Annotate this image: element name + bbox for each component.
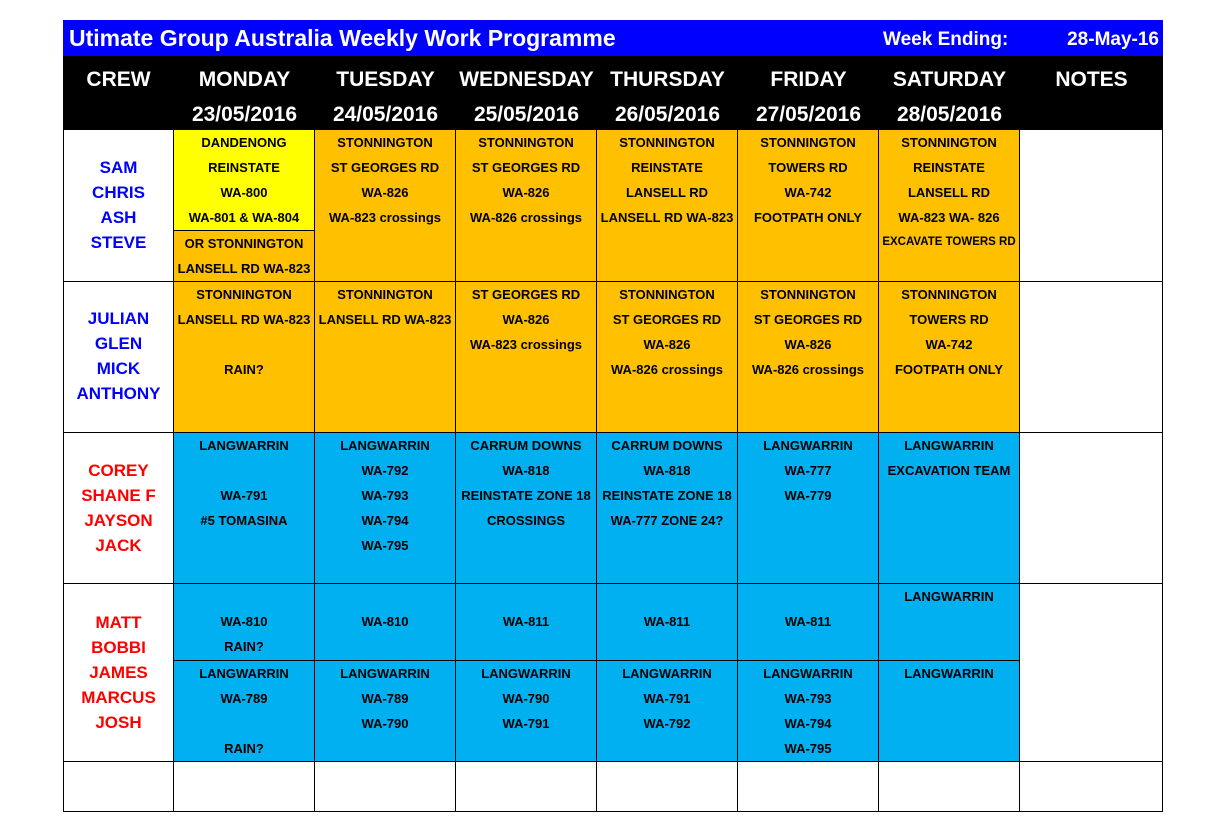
schedule-cell-c2-mon xyxy=(174,282,315,433)
task-line: CARRUM DOWNS xyxy=(611,438,723,453)
task-line: WA-818 xyxy=(502,463,550,478)
task-line: LANGWARRIN xyxy=(481,666,571,681)
task-line: WA-826 xyxy=(643,337,691,352)
task-line: WA-793 xyxy=(361,488,409,503)
day-header-monday xyxy=(174,56,315,130)
crew-member: JAMES xyxy=(89,663,148,682)
crew-cell-empty xyxy=(63,762,174,812)
schedule-cell-c4a-sat xyxy=(879,584,1020,661)
task-line: WA-811 xyxy=(502,614,550,629)
task-line xyxy=(597,584,737,609)
crew-member: BOBBI xyxy=(91,638,146,657)
schedule-cell-c3-tue xyxy=(315,433,456,584)
schedule-cell-c2-wed xyxy=(456,282,597,433)
task-line: STONNINGTON xyxy=(337,287,433,302)
crew-member: SHANE F xyxy=(81,486,156,505)
task-line: WA-794 xyxy=(361,513,409,528)
task-line: LANGWARRIN xyxy=(904,589,994,604)
task-line: WA-794 xyxy=(784,716,832,731)
task-line: CROSSINGS xyxy=(486,513,565,528)
crew-cell-1 xyxy=(63,130,174,282)
crew-cell-2 xyxy=(63,282,174,433)
schedule-cell-c4b-sat xyxy=(879,661,1020,762)
notes-cell-2[interactable] xyxy=(1020,282,1163,433)
empty-cell[interactable] xyxy=(456,762,597,812)
task-line: TOWERS RD xyxy=(768,160,848,175)
task-line: WA-792 xyxy=(643,716,691,731)
task-line: LANSELL RD xyxy=(625,185,709,200)
task-line: WA-789 xyxy=(220,691,268,706)
task-line xyxy=(174,332,314,357)
schedule-cell-c3-sat xyxy=(879,433,1020,584)
schedule-cell-c1-sat xyxy=(879,130,1020,282)
day-name: FRIDAY xyxy=(770,68,847,91)
crew-member: MATT xyxy=(95,613,142,632)
day-date: 28/05/2016 xyxy=(896,103,1003,126)
task-line: WA-801 & WA-804 xyxy=(188,210,300,225)
schedule-cell-c3-mon xyxy=(174,433,315,584)
day-date: 26/05/2016 xyxy=(614,103,721,126)
task-line: WA-826 xyxy=(502,185,550,200)
empty-cell[interactable] xyxy=(879,762,1020,812)
day-name: THURSDAY xyxy=(610,68,725,91)
notes-cell-3[interactable] xyxy=(1020,433,1163,584)
crew-member: MICK xyxy=(96,359,141,378)
schedule-cell-c3-fri xyxy=(738,433,879,584)
crew-member: COREY xyxy=(88,461,149,480)
task-line xyxy=(174,711,314,736)
task-line: WA-818 xyxy=(643,463,691,478)
task-line: LANSELL RD WA-823 xyxy=(177,312,311,327)
task-line: EXCAVATION TEAM xyxy=(887,463,1011,478)
task-line: WA-826 crossings xyxy=(470,210,582,225)
task-line: LANSELL RD WA-823 xyxy=(600,210,734,225)
task-line: WA-790 xyxy=(361,716,409,731)
schedule-cell-c4a-thu xyxy=(597,584,738,661)
schedule-cell-c2-sat xyxy=(879,282,1020,433)
task-line: STONNINGTON xyxy=(478,135,574,150)
title-bar xyxy=(63,20,1163,56)
schedule-cell-c4b-thu xyxy=(597,661,738,762)
day-date: 27/05/2016 xyxy=(755,103,862,126)
task-line: LANGWARRIN xyxy=(904,438,994,453)
empty-cell[interactable] xyxy=(174,762,315,812)
task-line: STONNINGTON xyxy=(901,135,997,150)
task-line: EXCAVATE TOWERS RD xyxy=(882,236,1016,248)
task-line: RAIN? xyxy=(224,741,264,756)
task-line: WA-810 xyxy=(220,614,268,629)
task-line: LANGWARRIN xyxy=(340,666,430,681)
task-line: LANGWARRIN xyxy=(904,666,994,681)
task-line: LANSELL RD xyxy=(907,185,991,200)
task-line: REINSTATE ZONE 18 xyxy=(602,488,732,503)
task-line: WA-793 xyxy=(784,691,832,706)
crew-member: STEVE xyxy=(90,233,147,252)
task-line: ST GEORGES RD xyxy=(612,312,722,327)
task-line: REINSTATE xyxy=(208,160,280,175)
task-line: WA-826 xyxy=(502,312,550,327)
work-programme-sheet xyxy=(63,20,1163,812)
schedule-cell-c1-fri xyxy=(738,130,879,282)
crew-header: CREW xyxy=(86,68,151,91)
crew-member: CHRIS xyxy=(92,183,145,202)
task-line: STONNINGTON xyxy=(337,135,433,150)
header-row xyxy=(63,56,1163,130)
crew-cell-4 xyxy=(63,584,174,762)
task-line: WA-795 xyxy=(784,741,832,756)
schedule-cell-c4a-mon xyxy=(174,584,315,661)
task-line: WA-742 xyxy=(925,337,973,352)
task-line: LANGWARRIN xyxy=(199,666,289,681)
task-line: WA-742 xyxy=(784,185,832,200)
task-line xyxy=(315,584,455,609)
week-ending-label: Week Ending: xyxy=(883,29,1009,50)
task-line: WA-779 xyxy=(784,488,832,503)
schedule-cell-c3-wed xyxy=(456,433,597,584)
schedule-cell-c4a-fri xyxy=(738,584,879,661)
empty-cell[interactable] xyxy=(315,762,456,812)
schedule-cell-c1-thu xyxy=(597,130,738,282)
task-line: FOOTPATH ONLY xyxy=(753,210,863,225)
task-line: OR STONNINGTON xyxy=(184,236,304,251)
day-header-friday xyxy=(738,56,879,130)
task-line: ST GEORGES RD xyxy=(471,287,581,302)
day-header-tuesday xyxy=(315,56,456,130)
task-line: WA-789 xyxy=(361,691,409,706)
crew-member: SAM xyxy=(99,158,138,177)
task-line: STONNINGTON xyxy=(760,287,856,302)
schedule-cell-c4a-wed xyxy=(456,584,597,661)
task-line xyxy=(456,584,596,609)
task-line: WA-790 xyxy=(502,691,550,706)
task-line: LANGWARRIN xyxy=(199,438,289,453)
day-header-saturday xyxy=(879,56,1020,130)
task-line: LANGWARRIN xyxy=(622,666,712,681)
task-line: WA-823 WA- 826 xyxy=(898,210,1000,225)
task-line: ST GEORGES RD xyxy=(330,160,440,175)
day-name: MONDAY xyxy=(198,68,291,91)
notes-cell-5[interactable] xyxy=(1020,762,1163,812)
schedule-cell-c4b-wed xyxy=(456,661,597,762)
day-date: 24/05/2016 xyxy=(332,103,439,126)
day-name: WEDNESDAY xyxy=(459,68,594,91)
page-title: Utimate Group Australia Weekly Work Programme xyxy=(69,25,616,51)
day-name: SATURDAY xyxy=(892,68,1007,91)
task-line: REINSTATE xyxy=(913,160,985,175)
schedule-cell-c2-thu xyxy=(597,282,738,433)
crew-member: JULIAN xyxy=(87,309,150,328)
task-line xyxy=(174,584,314,609)
task-line: STONNINGTON xyxy=(760,135,856,150)
task-line: WA-823 crossings xyxy=(470,337,582,352)
crew-cell-3 xyxy=(63,433,174,584)
task-line: WA-826 xyxy=(784,337,832,352)
task-line: TOWERS RD xyxy=(909,312,989,327)
task-line: #5 TOMASINA xyxy=(200,513,288,528)
task-line: LANGWARRIN xyxy=(763,666,853,681)
task-line: RAIN? xyxy=(224,362,264,377)
task-line: RAIN? xyxy=(224,639,264,654)
task-line: STONNINGTON xyxy=(619,287,715,302)
empty-cell[interactable] xyxy=(597,762,738,812)
day-name: TUESDAY xyxy=(336,68,435,91)
crew-member: ASH xyxy=(100,208,137,227)
schedule-cell-c2-tue xyxy=(315,282,456,433)
task-line: LANGWARRIN xyxy=(340,438,430,453)
task-line: LANSELL RD WA-823 xyxy=(177,261,311,276)
task-line: LANSELL RD WA-823 xyxy=(318,312,452,327)
task-line: WA-792 xyxy=(361,463,409,478)
empty-cell[interactable] xyxy=(738,762,879,812)
task-line: ST GEORGES RD xyxy=(471,160,581,175)
task-line: WA-811 xyxy=(643,614,691,629)
task-line: WA-791 xyxy=(643,691,691,706)
task-line: STONNINGTON xyxy=(619,135,715,150)
task-line xyxy=(174,458,314,483)
schedule-cell-c1-wed xyxy=(456,130,597,282)
task-line: CARRUM DOWNS xyxy=(470,438,582,453)
day-date: 23/05/2016 xyxy=(191,103,298,126)
schedule-cell-c4b-tue xyxy=(315,661,456,762)
task-line: WA-791 xyxy=(502,716,550,731)
schedule-cell-c4b-mon xyxy=(174,661,315,762)
schedule-grid xyxy=(63,130,1163,812)
task-line: STONNINGTON xyxy=(901,287,997,302)
crew-member: GLEN xyxy=(94,334,143,353)
day-date: 25/05/2016 xyxy=(473,103,580,126)
task-line: FOOTPATH ONLY xyxy=(894,362,1004,377)
task-line: REINSTATE xyxy=(631,160,703,175)
task-line: WA-777 xyxy=(784,463,832,478)
crew-member: ANTHONY xyxy=(76,384,161,403)
task-line: WA-777 ZONE 24? xyxy=(610,513,724,528)
task-line: WA-826 crossings xyxy=(752,362,864,377)
task-line: WA-826 xyxy=(361,185,409,200)
day-header-wednesday xyxy=(456,56,597,130)
task-line: REINSTATE ZONE 18 xyxy=(461,488,591,503)
task-line: STONNINGTON xyxy=(196,287,292,302)
task-line: WA-826 crossings xyxy=(611,362,723,377)
schedule-cell-c4b-fri xyxy=(738,661,879,762)
task-line: WA-811 xyxy=(784,614,832,629)
schedule-cell-c1-tue xyxy=(315,130,456,282)
notes-cell-4[interactable] xyxy=(1020,584,1163,762)
schedule-cell-c2-fri xyxy=(738,282,879,433)
notes-cell-1[interactable] xyxy=(1020,130,1163,282)
schedule-cell-c1-mon-b xyxy=(174,231,315,282)
task-line: WA-810 xyxy=(361,614,409,629)
schedule-cell-c1-mon-a xyxy=(174,130,315,231)
task-line: LANGWARRIN xyxy=(763,438,853,453)
schedule-cell-c3-thu xyxy=(597,433,738,584)
task-line: WA-795 xyxy=(361,538,409,553)
schedule-cell-c4a-tue xyxy=(315,584,456,661)
week-ending-date: 28-May-16 xyxy=(1067,29,1159,50)
task-line: DANDENONG xyxy=(201,135,287,150)
crew-member: JACK xyxy=(95,536,142,555)
crew-member: JAYSON xyxy=(84,511,153,530)
task-line: ST GEORGES RD xyxy=(753,312,863,327)
day-header-thursday xyxy=(597,56,738,130)
crew-member: JOSH xyxy=(95,713,142,732)
crew-member: MARCUS xyxy=(81,688,156,707)
task-line: WA-791 xyxy=(220,488,268,503)
task-line: WA-800 xyxy=(220,185,268,200)
notes-header: NOTES xyxy=(1055,68,1128,91)
task-line xyxy=(738,584,878,609)
task-line: WA-823 crossings xyxy=(329,210,441,225)
